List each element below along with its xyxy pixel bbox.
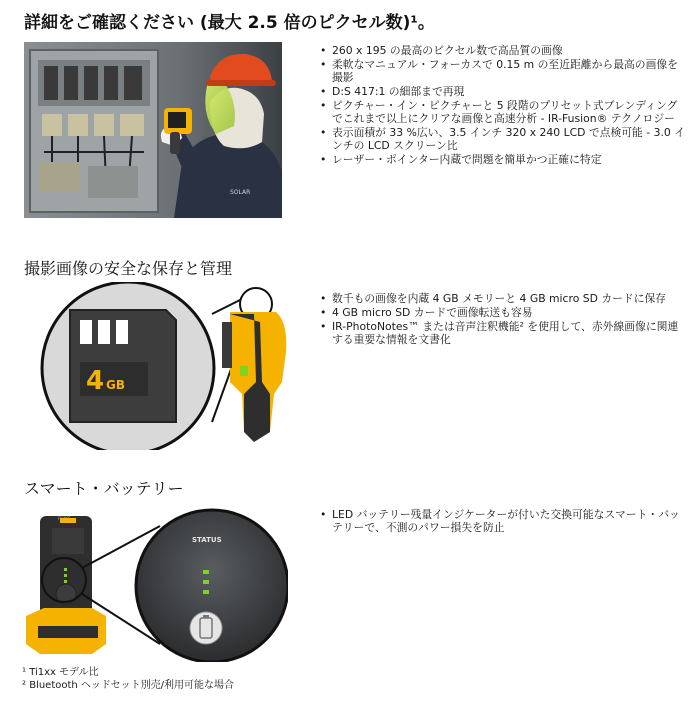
list-item: • レーザー・ポインター内蔵で問題を簡単かつ正確に特定 xyxy=(318,153,688,166)
section-title-battery: スマート・バッテリー xyxy=(24,479,184,498)
list-item: • 表示面積が 33 %広い、3.5 インチ 320 x 240 LCD で点検可能 - 3.0 インチの LCD スクリーン比 xyxy=(318,126,688,152)
section-title-storage: 撮影画像の安全な保存と管理 xyxy=(24,259,233,278)
sd-card-unit: GB xyxy=(106,378,125,392)
smart-battery-illustration xyxy=(22,504,288,662)
footnotes xyxy=(22,666,234,692)
battery-brand: FLUKE xyxy=(58,516,71,521)
footnote: ² Bluetooth ヘッドセット別売/利用可能な場合 xyxy=(22,680,234,691)
sd-card-illustration xyxy=(24,282,306,450)
battery-feature-list xyxy=(318,508,688,535)
detail-feature-list xyxy=(318,44,688,167)
storage-feature-list xyxy=(318,292,688,347)
list-item: • LED バッテリー残量インジケーターが付いた交換可能なスマート・バッテリーで、不測のパワー損失を防止 xyxy=(318,508,688,534)
footnote: ¹ Ti1xx モデル比 xyxy=(22,667,99,678)
battery-status-label: STATUS xyxy=(192,536,222,544)
technician-photo xyxy=(24,42,282,218)
sd-card-capacity: 4 xyxy=(86,366,105,396)
list-item: • IR-PhotoNotes™ または音声注釈機能² を使用して、赤外線画像に関連する重要な情報を文書化 xyxy=(318,320,688,346)
list-item: • 4 GB micro SD カードで画像転送も容易 xyxy=(318,306,688,319)
section-title-detail: 詳細をご確認ください (最大 2.5 倍のピクセル数)¹。 xyxy=(24,13,435,33)
list-item: • D:S 417:1 の細部まで再現 xyxy=(318,85,688,98)
list-item: • ピクチャー・イン・ピクチャーと 5 段階のプリセット式ブレンディングでこれまで以上にクリアな画像と高速分析 - IR-Fusion® テクノロジー xyxy=(318,99,688,125)
list-item: • 数千もの画像を内蔵 4 GB メモリーと 4 GB micro SD カードに保存 xyxy=(318,292,688,305)
list-item: • 260 x 195 の最高のピクセル数で高品質の画像 xyxy=(318,44,688,57)
jacket-logo: SOLAR xyxy=(230,189,251,196)
list-item: • 柔軟なマニュアル・フォーカスで 0.15 m の至近距離から最高の画像を撮影 xyxy=(318,58,688,84)
